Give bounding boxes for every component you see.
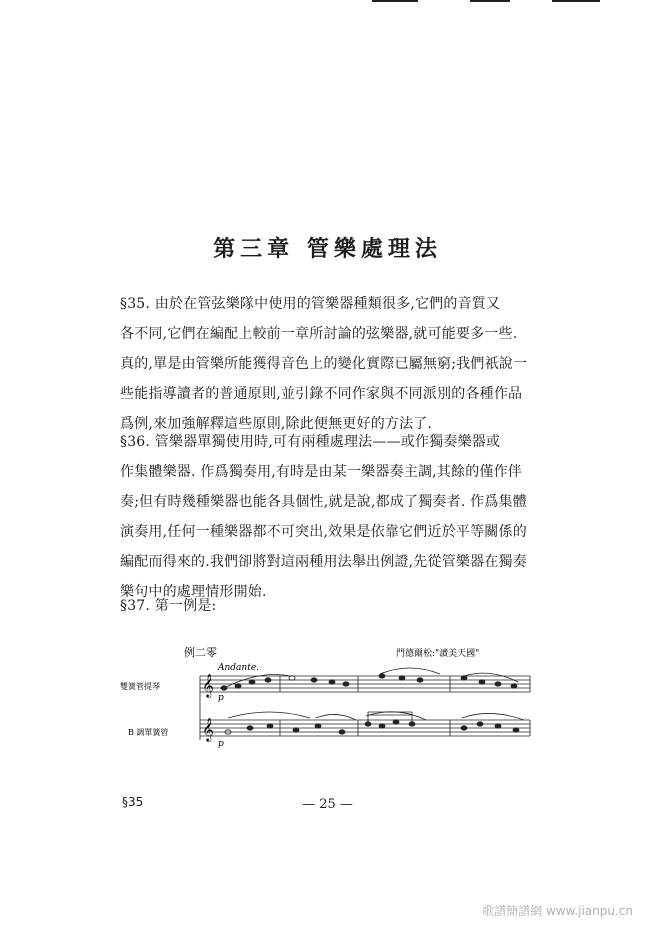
chapter-title: 第三章 管樂處理法 — [213, 236, 442, 262]
treble-clef-icon: 𝄞 — [202, 717, 214, 741]
top-edge-mark — [372, 0, 418, 2]
instrument-label-2: B 調單簧管 — [128, 728, 169, 737]
section-reference: §35 — [122, 795, 144, 809]
dynamic-1: p — [218, 693, 224, 703]
text-line: 樂句中的處理情形開始. — [120, 584, 267, 600]
paragraph-37 — [120, 591, 553, 621]
paragraph-35 — [120, 289, 553, 439]
example-source: 門德爾松:"讀美天國" — [396, 649, 480, 659]
notes-staff-1 — [221, 668, 518, 690]
watermark: 歌譜簡譜網 www.jianpu.cn — [482, 904, 633, 918]
music-example — [120, 640, 540, 760]
text-line: 真的,單是由管樂所能獲得音色上的變化實際已屬無窮;我們祇說一 — [120, 356, 528, 372]
notes-staff-2 — [225, 712, 524, 734]
text-line: 些能指導讀者的普通原則,並引錄不同作家與不同派別的各種作品 — [120, 386, 523, 402]
text-line: 爲例,來加強解釋這些原則,除此便無更好的方法了. — [120, 416, 433, 432]
dynamic-2: p — [218, 739, 224, 749]
example-label: 例二零 — [184, 646, 217, 659]
top-edge-mark — [552, 0, 600, 2]
text-line: 編配而得來的.我們卻將對這兩種用法舉出例證,先從管樂器在獨奏 — [120, 554, 527, 570]
text-line: §37. 第一例是: — [120, 598, 217, 614]
text-line: 各不同,它們在編配上較前一章所討論的弦樂器,就可能要多一些. — [120, 326, 518, 342]
tempo-marking: Andante. — [218, 663, 260, 673]
text-line: §36. 管樂器單獨使用時,可有兩種處理法——或作獨奏樂器或 — [120, 434, 501, 450]
top-edge-mark — [470, 0, 510, 2]
text-line: 奏;但有時幾種樂器也能各具個性,就是說,都成了獨奏者. 作爲集體 — [120, 494, 527, 510]
page-number: — 25 — — [302, 797, 353, 812]
paragraph-36 — [120, 427, 553, 607]
text-line: §35. 由於在管弦樂隊中使用的管樂器種類很多,它們的音質又 — [120, 296, 501, 312]
text-line: 作集體樂器. 作爲獨奏用,有時是由某一樂器奏主調,其餘的僅作伴 — [120, 464, 522, 480]
treble-clef-icon: 𝄞 — [202, 673, 214, 697]
text-line: 演奏用,任何一種樂器都不可突出,效果是依靠它們近於平等關係的 — [120, 524, 527, 540]
instrument-label-1: 雙簧管提琴 — [120, 682, 160, 691]
